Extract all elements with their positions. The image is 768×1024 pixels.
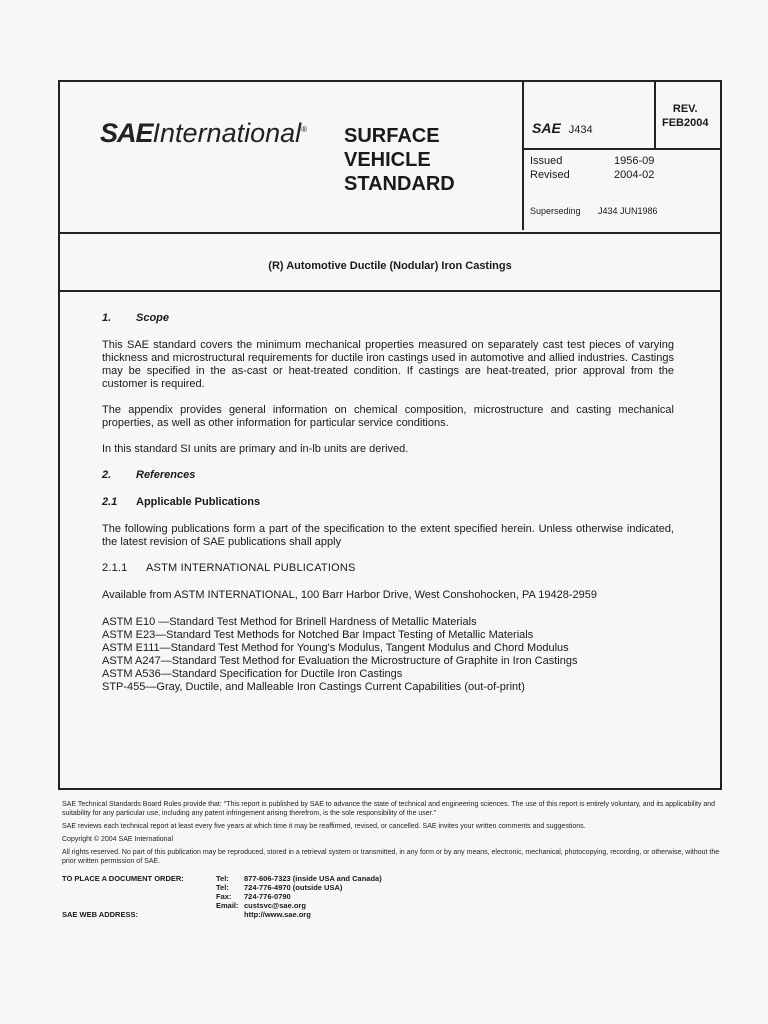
section-2-1-title: Applicable Publications [136, 496, 261, 508]
logo-international-text: International [152, 118, 302, 148]
category-line-3: STANDARD [344, 173, 455, 195]
rev-value: FEB2004 [662, 117, 709, 129]
list-item: ASTM E23—Standard Test Methods for Notched Bar Impact Testing of Metallic Materials [102, 629, 534, 641]
email-value: custsvc@sae.org [244, 901, 306, 910]
doc-number-value: J434 [568, 124, 593, 136]
section-2-1-1-number: 2.1.1 [102, 562, 128, 574]
astm-address: Available from ASTM INTERNATIONAL, 100 Barr Harbor Drive, West Conshohocken, PA 19428-2959 [102, 589, 598, 601]
list-item: ASTM E10 —Standard Test Method for Brinell Hardness of Metallic Materials [102, 616, 477, 628]
footer-copyright: Copyright © 2004 SAE International [62, 836, 174, 843]
superseding-label: Superseding [530, 206, 581, 216]
tel2-value: 724-776-4970 (outside USA) [244, 883, 343, 892]
section-2-1-heading [102, 496, 674, 509]
scope-paragraph-1: This SAE standard covers the minimum mechanical properties measured on separately cast test pieces of varying thickness and microstructural requirements for ductile iron castings used in automotive and allied industries. Castings may be specified in the as-cast or heat-treated condition. If castings are heat-treated, prior approval from the customer is required. [102, 339, 674, 390]
header-block [60, 82, 720, 234]
superseding-value: J434 JUN1986 [598, 206, 658, 216]
web-value: http://www.sae.org [244, 910, 311, 919]
publication-list [102, 616, 674, 694]
section-2-1-number: 2.1 [102, 496, 118, 508]
footer-rules: SAE Technical Standards Board Rules provide that: "This report is published by SAE to advance the state of technical and engineering sciences. The use of this report is entirely voluntary, and its applicability and suitability for any particular use, including any patent infringement arising therefrom, is the sole responsibility of the user." [62, 801, 716, 817]
superseding-info [530, 206, 658, 216]
rev-label: REV. [672, 103, 698, 115]
section-2-number: 2. [102, 469, 112, 481]
web-label: SAE WEB ADDRESS: [62, 910, 138, 919]
title-bar [60, 232, 720, 292]
section-2-1-1-title: ASTM INTERNATIONAL PUBLICATIONS [146, 562, 356, 574]
section-1-heading [102, 312, 674, 325]
scope-paragraph-2: The appendix provides general information on chemical composition, microstructure and casting mechanical properties, as well as other information for particular service conditions. [102, 404, 674, 429]
list-item: ASTM A536—Standard Specification for Ductile Iron Castings [102, 668, 403, 680]
list-item: STP-455—Gray, Ductile, and Malleable Iron Castings Current Capabilities (out-of-print) [102, 681, 525, 693]
category-line-2: VEHICLE [344, 149, 431, 171]
list-item: ASTM A247—Standard Test Method for Evaluation the Microstructure of Graphite in Iron Castings [102, 655, 578, 667]
header-divider-rev [654, 82, 656, 150]
fax-value: 724-776-0790 [244, 892, 291, 901]
email-label: Email: [216, 901, 239, 910]
revised-value: 2004-02 [614, 169, 655, 181]
section-2-title: References [136, 469, 196, 481]
section-2-heading [102, 469, 674, 482]
order-label: TO PLACE A DOCUMENT ORDER: [62, 874, 184, 883]
header-divider-horizontal [522, 148, 720, 150]
issue-dates [530, 154, 654, 182]
section-1-number: 1. [102, 312, 112, 324]
document-title: (R) Automotive Ductile (Nodular) Iron Castings [268, 260, 512, 272]
section-2-1-1-heading [102, 562, 674, 575]
tel1-value: 877-606-7323 (inside USA and Canada) [244, 874, 382, 883]
document-number [532, 120, 593, 136]
header-divider-vertical [522, 82, 524, 230]
sae-logo [100, 118, 307, 149]
footer-review: SAE reviews each technical report at least every five years at which time it may be reaffirmed, revised, or cancelled. SAE invites your written comments and suggestions. [62, 823, 586, 830]
doc-sae-mark: SAE [532, 120, 561, 136]
category-line-1: SURFACE [344, 125, 440, 147]
issued-label: Issued [530, 155, 563, 167]
footer-rights: All rights reserved. No part of this publication may be reproduced, stored in a retrieval system or transmitted, in any form or by any means, electronic, mechanical, photocopying, recording, or otherwise, without the prior written permission of SAE. [62, 849, 720, 865]
section-1-title: Scope [136, 312, 170, 324]
footer-notices [62, 800, 730, 870]
revised-label: Revised [530, 169, 570, 181]
list-item: ASTM E111—Standard Test Method for Young's Modulus, Tangent Modulus and Chord Modulus [102, 642, 569, 654]
scope-paragraph-3: In this standard SI units are primary and in-lb units are derived. [102, 443, 409, 455]
references-paragraph: The following publications form a part of the specification to the extent specified herein. Unless otherwise indicated, the latest revision of SAE publications shall apply [102, 523, 674, 548]
logo-trademark: ® [301, 125, 308, 134]
revision-box [662, 102, 708, 130]
logo-sae-text: SAE [100, 118, 153, 148]
document-body [102, 312, 674, 694]
tel1-label: Tel: [216, 874, 229, 883]
tel2-label: Tel: [216, 883, 229, 892]
issued-value: 1956-09 [614, 155, 655, 167]
document-category [344, 124, 455, 196]
fax-label: Fax: [216, 892, 232, 901]
